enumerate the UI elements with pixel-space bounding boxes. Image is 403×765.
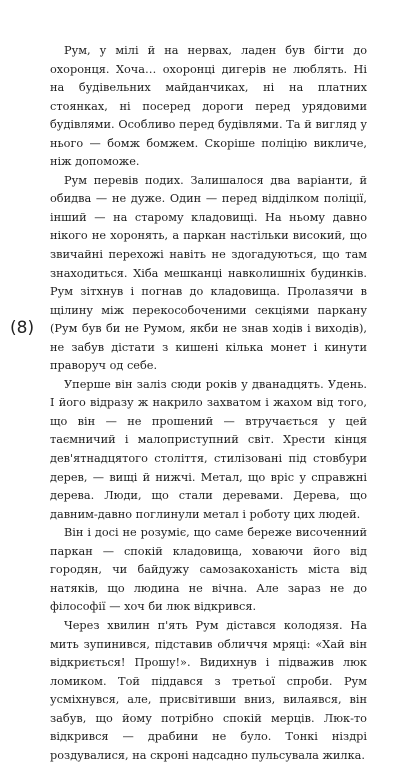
paragraph-4: Він і досі не розуміє, що саме береже височенний паркан — спокій кладовища, ховаючи його від городян, чи байдужу самозакоханість міста від натяків, що людина не вічна. Але зараз не до філософії — хоч би люк відкрився.: [50, 526, 367, 614]
paragraph-3: Уперше він заліз сюди років у дванадцять. Удень. І його відразу ж накрило захватом і жахом від того, що він — не прошений — втручається у цей таємничий і малоприступний світ. Хрести кінця дев'ятнадцятого століття, стилізовані під стовбури дерев, — вищі й нижчі. Метал, що вріс у справжні дерева. Люди, що стали деревами. Дерева, що давним-давно поглинули метал і роботу цих людей.: [50, 377, 367, 521]
handwritten-page-note: (8): [10, 318, 35, 338]
body-text: [50, 42, 367, 765]
paragraph-5: Через хвилин п'ять Рум дістався колодязя. На мить зупинився, підставив обличчя мряці: «Хай він відкриється! Прошу!». Видихнув і підважив люк ломиком. Той піддався з третьої спроби. Рум усміхнувся, але, присвітивши вниз, вилаявся, він забув, що йому потрібно спокій мерців. Люк-то відкрився — драбини не було. Тонкі ніздрі роздувалися, на скроні надсадно пульсувала жилка.: [50, 618, 367, 762]
paragraph-1: Рум, у мілі й на нервах, ладен був бігти до охоронця. Хоча… охоронці дигерів не люблять. Ні на будівельних майданчиках, ні на платних стоянках, ні посеред дороги перед урядовими будівлями. Особливо перед будівлями. Та й вигляд у нього — бомж бомжем. Скоріше поліцію викличе, ніж допоможе.: [50, 44, 367, 169]
paragraph-2: Рум перевів подих. Залишалося два варіанти, й обидва — не дуже. Один — перед відділком поліції, інший — на старому кладовищі. На ньому давно нікого не хоронять, а паркан настільки високий, що звичайні перехожі навіть не здогадуються, що там знаходиться. Хіба мешканці навколишніх будинків. Рум зітхнув і погнав до кладовища. Пролазячи в щілину між перекособоченими секціями паркану (Рум був би не Румом, якби не знав ходів і виходів), не забув дістати з кишені кілька монет і кинути праворуч од себе.: [50, 173, 367, 373]
